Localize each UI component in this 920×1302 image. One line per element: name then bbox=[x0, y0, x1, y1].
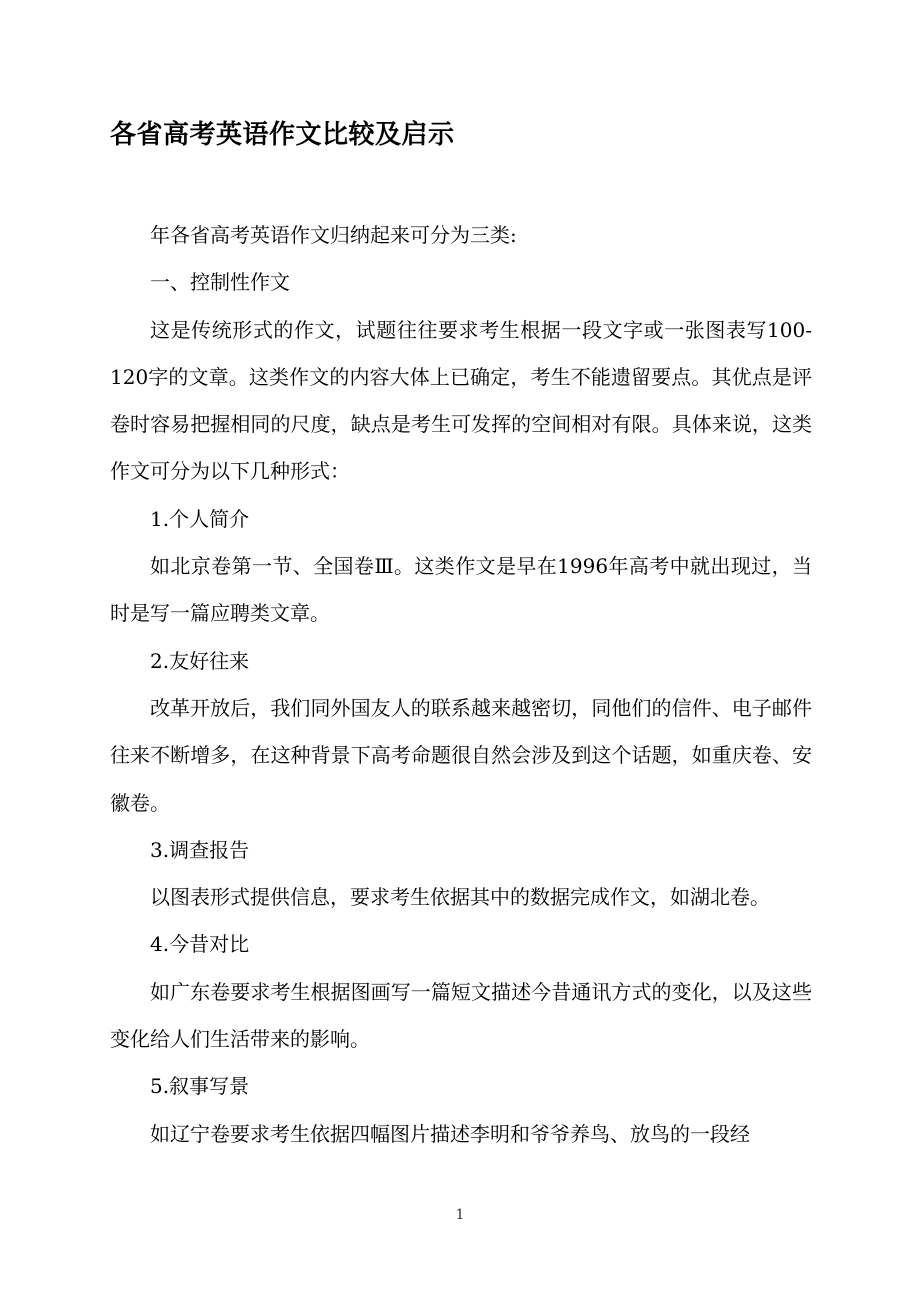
paragraph-past-present-comparison: 如广东卷要求考生根据图画写一篇短文描述今昔通讯方式的变化，以及这些变化给人们生活带来的影响。 bbox=[110, 979, 812, 1052]
paragraph-narrative-description: 如辽宁卷要求考生依据四幅图片描述李明和爷爷养鸟、放鸟的一段经 bbox=[150, 1121, 750, 1146]
paragraph-intro: 年各省高考英语作文归纳起来可分为三类: bbox=[150, 223, 517, 247]
paragraph-personal-profile: 如北京卷第一节、全国卷Ⅲ。这类作文是早在1996年高考中就出现过，当时是写一篇应聘类文章。 bbox=[110, 554, 812, 626]
section-heading-controlled-essay: 一、控制性作文 bbox=[150, 270, 290, 295]
paragraph-controlled-essay-description: 这是传统形式的作文，试题往往要求考生根据一段文字或一张图表写100-120字的文章。这类作文的内容大体上已确定，考生不能遗留要点。其优点是评卷时容易把握相同的尺度，缺点是考生可发挥的空间相对有限。具体来说，这类作文可分为以下几种形式： bbox=[110, 317, 812, 484]
page-number: 1 bbox=[455, 1207, 465, 1223]
paragraph-survey-report: 以图表形式提供信息，要求考生依据其中的数据完成作文，如湖北卷。 bbox=[150, 885, 770, 910]
paragraph-friendly-exchange: 改革开放后，我们同外国友人的联系越来越密切，同他们的信件、电子邮件往来不断增多，在这种背景下高考命题很自然会涉及到这个话题，如重庆卷、安徽卷。 bbox=[110, 695, 812, 815]
subheading-friendly-exchange: 2.友好往来 bbox=[150, 648, 250, 673]
subheading-survey-report: 3.调查报告 bbox=[150, 837, 250, 862]
subheading-narrative-description: 5.叙事写景 bbox=[150, 1074, 250, 1099]
subheading-past-present-comparison: 4.今昔对比 bbox=[150, 932, 250, 957]
document-title: 各省高考英语作文比较及启示 bbox=[110, 120, 455, 150]
document-body bbox=[110, 212, 812, 1158]
subheading-personal-profile: 1.个人简介 bbox=[150, 506, 250, 531]
